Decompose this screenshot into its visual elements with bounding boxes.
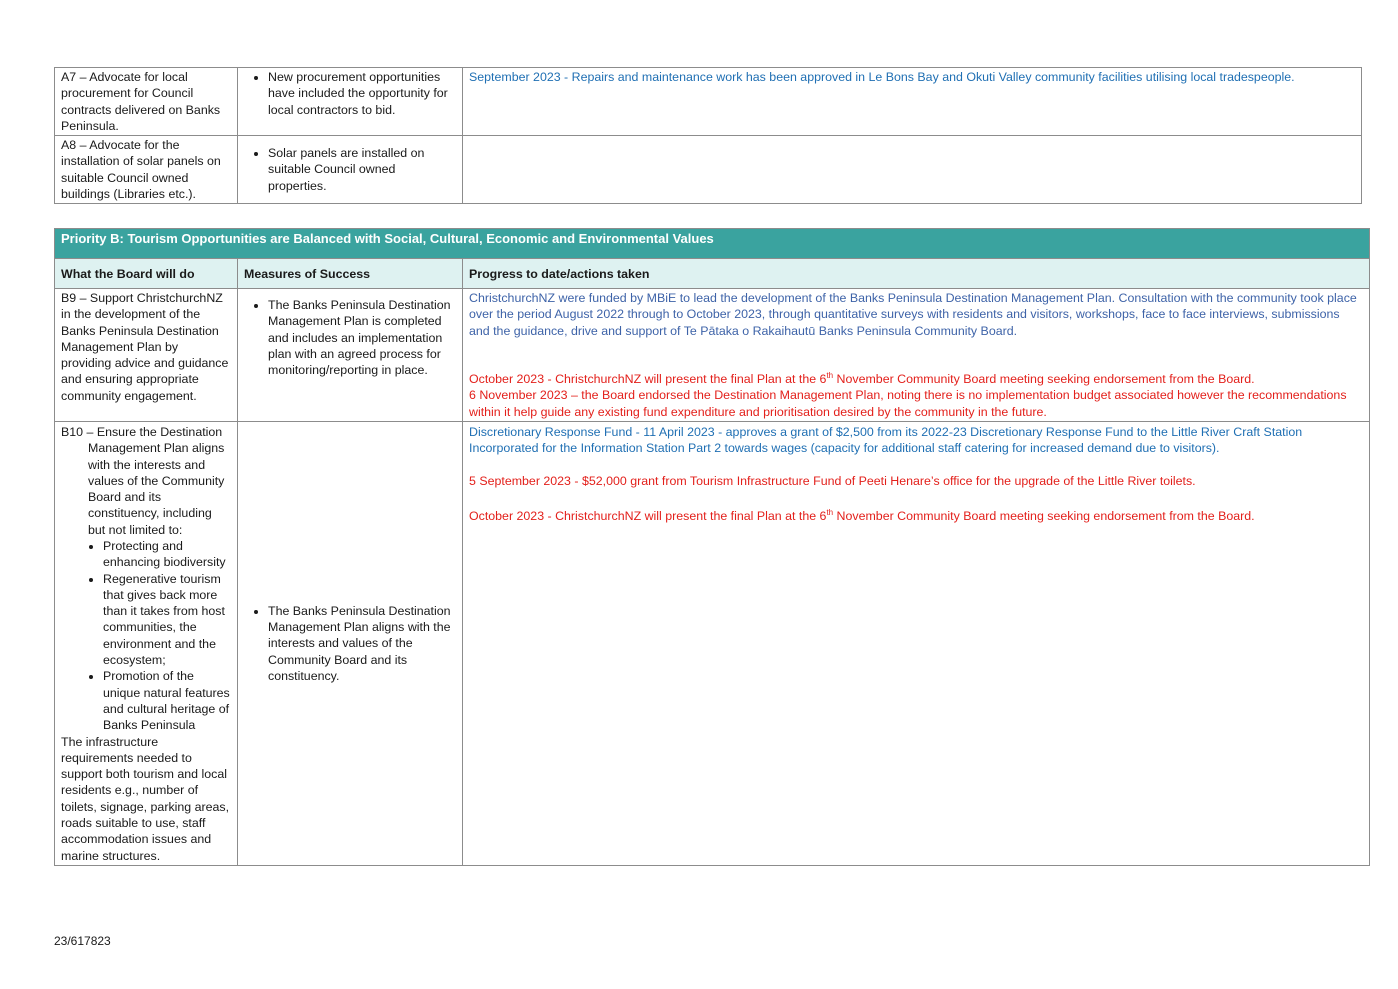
progress-cell [463, 136, 1362, 204]
column-header-row [55, 259, 1370, 289]
b10-progress-2: 5 September 2023 - $52,000 grant from Tourism Infrastructure Fund of Peeti Henare’s office for the upgrade of the Little River toilets. [469, 473, 1196, 488]
list-item: • Protecting and enhancing biodiversity [103, 538, 231, 571]
a7-measure: • New procurement opportunities have included the opportunity for local contractors to bid. [268, 69, 456, 118]
a7-progress: September 2023 - Repairs and maintenance work has been approved in Le Bons Bay and Okuti Valley community facilities utilising local tradespeople. [469, 70, 1295, 84]
b9-measure: • The Banks Peninsula Destination Management Plan is completed and includes an implementation plan with an agreed process for monitoring/reporting in place. [268, 297, 456, 378]
b10-progress-3: October 2023 - ChristchurchNZ will present the final Plan at the 6th November Community Board meeting seeking endorsement from the Board. [469, 507, 1255, 523]
board-cell [55, 289, 238, 422]
b10-bullet-list [61, 538, 231, 734]
progress-cell [463, 421, 1370, 865]
priority-a-table [54, 67, 1362, 204]
b9-progress-1: ChristchurchNZ were funded by MBiE to lead the development of the Banks Peninsula Destination Management Plan. Consultation with the community took place over the period August 2022 through to October 2023, through quantitative surveys with residents and visitors, workshops, face to face interviews, submissions and the guidance, drive and support of Te Pātaka o Rakaihautū Banks Peninsula Community Board. [469, 291, 1357, 338]
list-item: • Promotion of the unique natural features and cultural heritage of Banks Peninsula [103, 668, 231, 733]
progress-cell [463, 68, 1362, 136]
measure-cell [238, 68, 463, 136]
b9-progress-2: October 2023 - ChristchurchNZ will present the final Plan at the 6th November Community Board meeting seeking endorsement from the Board. [469, 370, 1255, 387]
board-cell [55, 136, 238, 204]
b10-progress-1: Discretionary Response Fund - 11 April 2023 - approves a grant of $2,500 from its 2022-23 Discretionary Response Fund to the Little River Craft Station Incorporated for the Information Station Part 2 towards wages (capacity for additional staff catering for increased demand due to visitors). [469, 424, 1303, 456]
table-row [55, 421, 1370, 865]
measure-cell [238, 421, 463, 865]
table-row [55, 136, 1362, 204]
table-row [55, 68, 1362, 136]
list-item: • Regenerative tourism that gives back more than it takes from host communities, the environment and the ecosystem; [103, 571, 231, 669]
a8-board-text: A8 – Advocate for the installation of solar panels on suitable Council owned buildings (Libraries etc.). [61, 138, 221, 202]
a7-board-text: A7 – Advocate for local procurement for Council contracts delivered on Banks Peninsula. [61, 70, 221, 133]
table-row [55, 289, 1370, 422]
header-progress: Progress to date/actions taken [463, 259, 1370, 289]
progress-cell [463, 289, 1370, 422]
b10-measure: • The Banks Peninsula Destination Management Plan aligns with the interests and values of the Community Board and its constituency. [268, 603, 456, 684]
header-measures: Measures of Success [238, 259, 463, 289]
priority-b-title-row [55, 229, 1370, 259]
measure-cell [238, 289, 463, 422]
document-reference: 23/617823 [54, 934, 111, 948]
b10-board-intro: B10 – Ensure the Destination Management Plan aligns with the interests and values of the Community Board and its constituency, including but not limited to: [61, 424, 225, 537]
measure-cell [238, 136, 463, 204]
a8-measure: • Solar panels are installed on suitable Council owned properties. [268, 145, 456, 194]
header-board: What the Board will do [55, 259, 238, 289]
board-cell [55, 421, 238, 865]
priority-b-title: Priority B: Tourism Opportunities are Balanced with Social, Cultural, Economic and Environmental Values [55, 229, 1370, 259]
b10-board-outro: The infrastructure requirements needed to support both tourism and local residents e.g., number of toilets, signage, parking areas, roads suitable to use, staff accommodation issues and marine structures. [61, 734, 230, 863]
priority-b-table [54, 228, 1370, 866]
board-cell [55, 68, 238, 136]
b9-progress-3: 6 November 2023 – the Board endorsed the Destination Management Plan, noting there is no implementation budget associated however the recommendations within it help guide any existing fund expenditure and prioritisation desired by the community in the future. [469, 388, 1347, 419]
b9-board-text: B9 – Support ChristchurchNZ in the development of the Banks Peninsula Destination Management Plan by providing advice and guidance and ensuring appropriate community engagement. [61, 291, 229, 403]
